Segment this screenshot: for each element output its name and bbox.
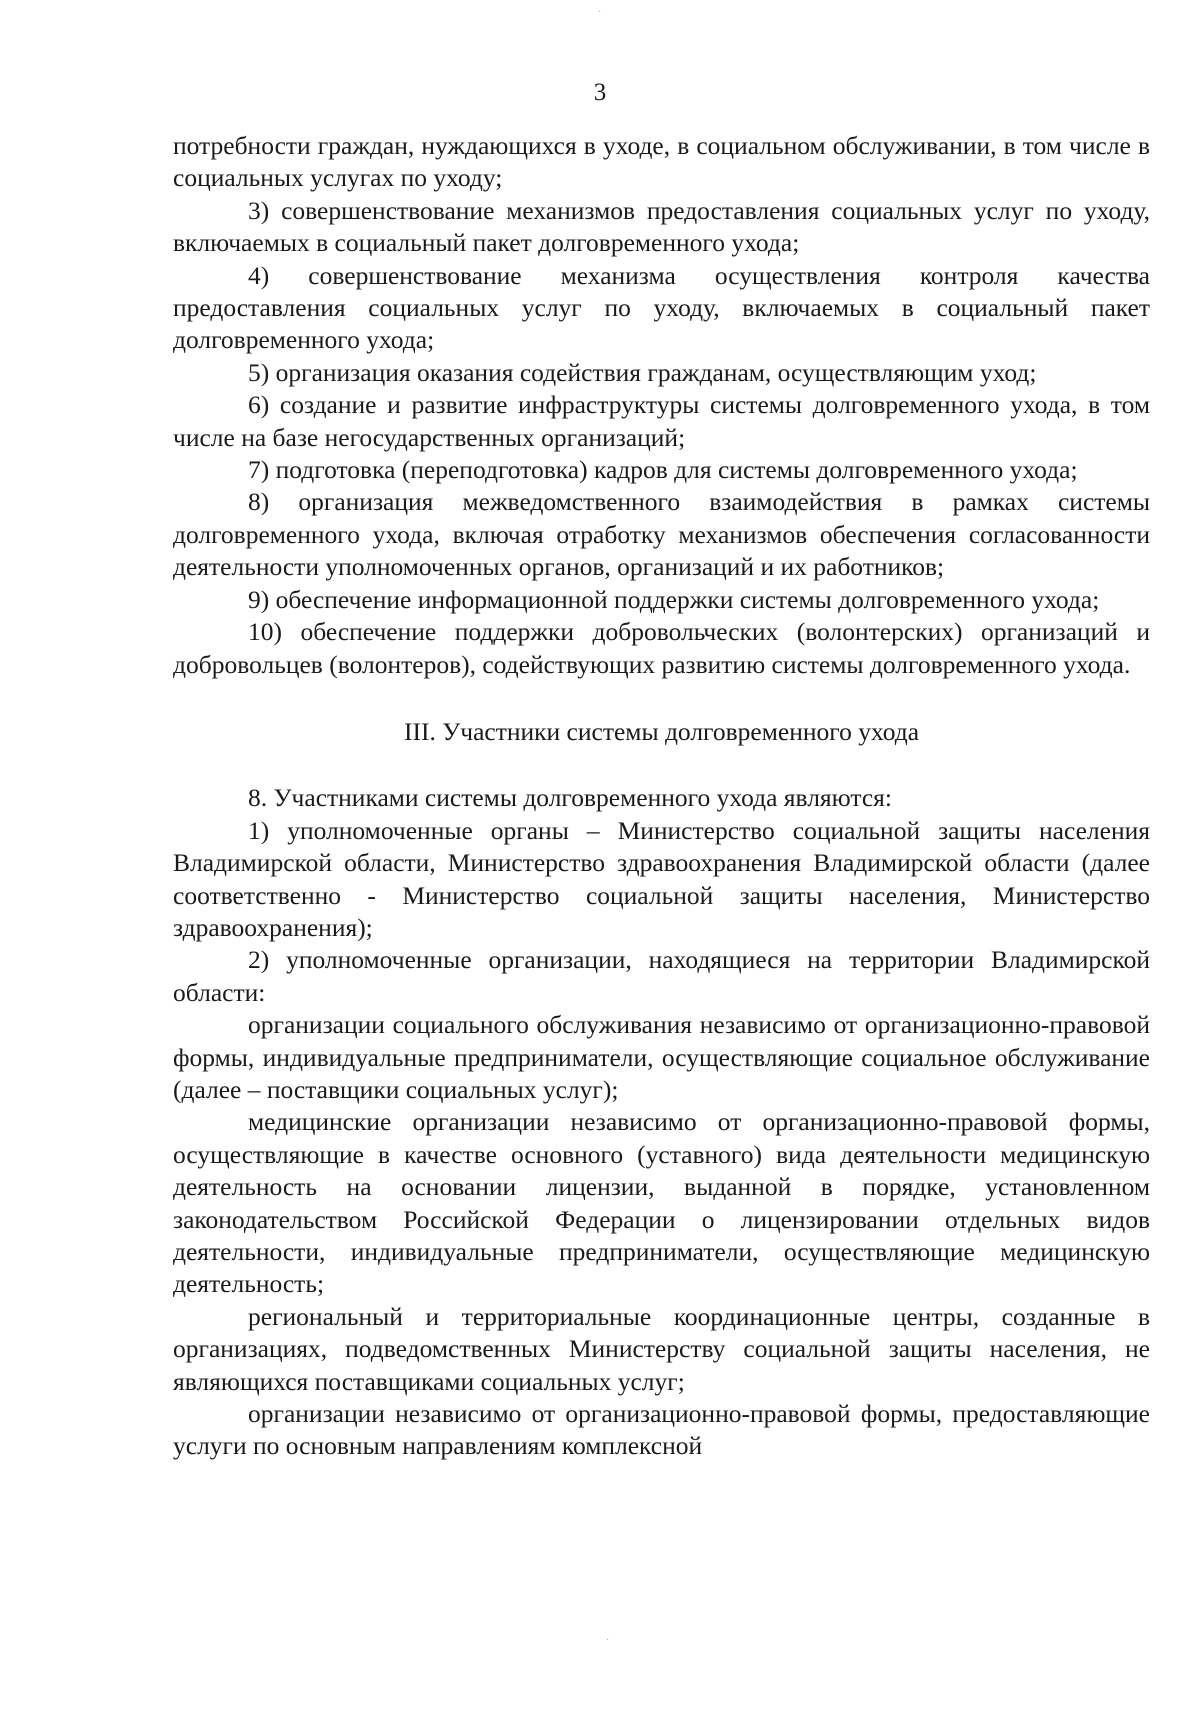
list-item-7: 7) подготовка (переподготовка) кадров для системы долговременного ухода; xyxy=(248,455,1078,485)
list-item-9: 9) обеспечение информационной поддержки системы долговременного ухода; xyxy=(248,584,1100,614)
list-item-10: 10) обеспечение поддержки добровольческих (волонтерских) организаций и добровольцев (волонтеров), содействующих развитию системы долговременного ухода. xyxy=(173,617,1150,679)
document-body xyxy=(173,130,1150,1463)
list-item-3: 3) совершенствование механизмов предоставления социальных услуг по уходу, включаемых в социальный пакет долговременного ухода; xyxy=(173,195,1150,258)
paragraph-intro-continuation: потребности граждан, нуждающихся в уходе, в социальном обслуживании, в том числе в социальных услугах по уходу; xyxy=(173,131,1150,193)
participant-social-service-organizations: организации социального обслуживания независимо от организационно-правовой формы, индивидуальные предприниматели, осуществляющие социальное обслуживание (далее – поставщики социальных услуг); xyxy=(173,1010,1150,1104)
scan-speck: · xyxy=(606,1635,610,1646)
participant-other-organizations: организации независимо от организационно-правовой формы, предоставляющие услуги по основным направлениям комплексной xyxy=(173,1399,1150,1461)
section-heading: III. Участники системы долговременного ухода xyxy=(403,716,920,746)
list-item-4: 4) совершенствование механизма осуществления контроля качества предоставления социальных услуг по уходу, включаемых в социальный пакет долговременного ухода; xyxy=(173,260,1150,355)
participant-medical-organizations: медицинские организации независимо от организационно-правовой формы, осуществляющие в качестве основного (уставного) вида деятельности медицинскую деятельность на основании лицензии, выданной в порядке, установленном законодательством Российской Федерации о лицензировании отдельных видов деятельности, индивидуальные предприниматели, осуществляющие медицинскую деятельность; xyxy=(173,1107,1150,1299)
participant-coordination-centers: региональный и территориальные координационные центры, созданные в организациях, подведомственных Министерству социальной защиты населения, не являющихся поставщиками социальных услуг; xyxy=(173,1301,1150,1396)
list-item-5: 5) организация оказания содействия гражданам, осуществляющим уход; xyxy=(248,357,1037,387)
scan-speck: · xyxy=(598,7,602,18)
list-item-8: 8) организация межведомственного взаимодействия в рамках системы долговременного ухода, включая отработку механизмов обеспечения согласованности деятельности уполномоченных органов, организаций и их работников; xyxy=(173,487,1150,582)
page-number: 3 xyxy=(593,79,607,106)
participant-authorized-bodies: 1) уполномоченные органы – Министерство социальной защиты населения Владимирской области, Министерство здравоохранения Владимирской области (далее соответственно - Министерство социальной защиты населения, Министерство здравоохранения); xyxy=(173,815,1150,942)
list-item-6: 6) создание и развитие инфраструктуры системы долговременного ухода, в том числе на базе негосударственных организаций; xyxy=(173,390,1150,452)
participant-authorized-organizations: 2) уполномоченные организации, находящиеся на территории Владимирской области: xyxy=(173,945,1150,1007)
section-intro: 8. Участниками системы долговременного ухода являются: xyxy=(248,783,892,813)
